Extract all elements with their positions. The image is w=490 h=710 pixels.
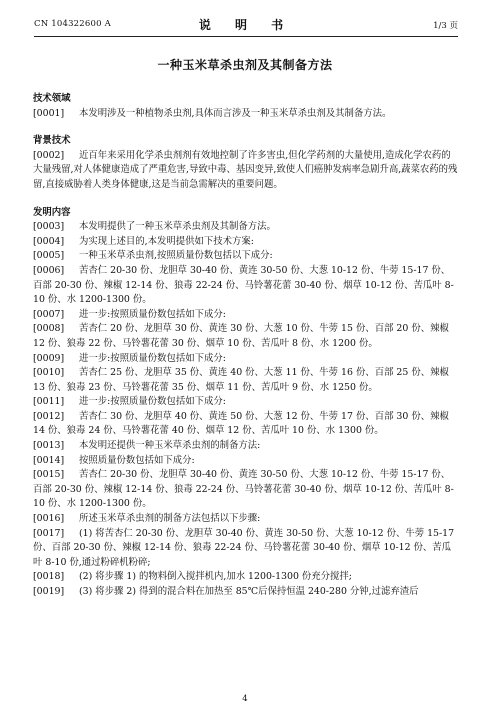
paragraph: [0018] (2) 将步骤 1) 的物料倒入搅拌机内,加水 1200-1300 份充分搅拌; xyxy=(33,571,352,583)
paragraph: [0003] 本发明提供了一种玉米草杀虫剂及其制备方法。 xyxy=(33,221,276,233)
paragraph: [0016] 所述玉米草杀虫剂的制备方法包括以下步骤: xyxy=(33,513,261,525)
paragraph: [0004] 为实现上述目的,本发明提供如下技术方案: xyxy=(33,235,254,247)
paragraph: [0013] 本发明还提供一种玉米草杀虫剂的制备方法: xyxy=(33,440,261,452)
paragraph: [0006] 苦杏仁 20-30 份、龙胆草 30-40 份、黄连 30-50 份、大葱 10-12 份、牛蒡 15-17 份、百部 20-30 份、辣椒 12-14 份、狼毒 22-24 份、马铃薯花蕾 30-40 份、烟草 10-12 份、苦瓜叶 8-10 份、水 1200-1300 份。 xyxy=(33,264,454,306)
page-header xyxy=(34,18,458,32)
page-number: 4 xyxy=(242,694,248,704)
paragraph: [0002] 近百年来采用化学杀虫剂剂有效地控制了许多害虫,但化学药剂的大量使用,造成化学农药的大量残留,对人体健康造成了严重危害,导致中毒、基因变异,致使人们癌肿发病率急剧升高,蔬菜农药的残留,直接威胁着人类身体健康,这是当前急需解决的重要问题。 xyxy=(33,149,458,190)
paragraph: [0001] 本发明涉及一种植物杀虫剂,具体而言涉及一种玉米草杀虫剂及其制备方法。 xyxy=(33,107,392,119)
paragraph: [0010] 苦杏仁 25 份、龙胆草 35 份、黄连 40 份、大葱 11 份、牛蒡 16 份、百部 25 份、辣椒 13 份、狼毒 23 份、马铃薯花蕾 35 份、烟草 11 份、苦瓜叶 9 份、水 1250 份。 xyxy=(33,367,449,393)
patent-number: CN 104322600 A xyxy=(34,19,111,29)
page-count: 1/3 页 xyxy=(433,21,458,31)
paragraph: [0011] 进一步:按照质量份数包括如下成分: xyxy=(33,396,226,408)
paragraph: [0012] 苦杏仁 30 份、龙胆草 40 份、黄连 50 份、大葱 12 份、牛蒡 17 份、百部 30 份、辣椒 14 份、狼毒 24 份、马铃薯花蕾 40 份、烟草 12 份、苦瓜叶 10 份、水 1300 份。 xyxy=(33,410,449,437)
paragraph: [0009] 进一步:按照质量份数包括如下成分: xyxy=(33,352,226,364)
paragraph: [0007] 进一步:按照质量份数包括如下成分: xyxy=(33,308,226,320)
section-heading-tech-field: 技术领域 xyxy=(33,93,71,104)
paragraph: [0015] 苦杏仁 20-30 份、龙胆草 30-40 份、黄连 30-50 份、大葱 10-12 份、牛蒡 15-17 份、百部 20-30 份、辣椒 12-14 份、狼毒 22-24 份、马铃薯花蕾 30-40 份、烟草 10-12 份、苦瓜叶 8-10 份、水 1200-1300 份。 xyxy=(33,469,454,510)
paragraph: [0014] 按照质量份数包括如下成分: xyxy=(33,454,195,466)
paragraph: [0019] (3) 将步骤 2) 得到的混合料在加热至 85℃后保持恒温 240-280 分钟,过滤弃渣后 xyxy=(33,586,419,597)
section-heading-summary: 发明内容 xyxy=(33,206,71,218)
header-rule xyxy=(34,36,458,37)
paragraph: [0005] 一种玉米草杀虫剂,按照质量份数包括以下成分: xyxy=(33,250,273,262)
section-heading-background: 背景技术 xyxy=(33,135,71,147)
paragraph: [0017] (1) 将苦杏仁 20-30 份、龙胆草 30-40 份、黄连 30-50 份、大葱 10-12 份、牛蒡 15-17 份、百部 20-30 份、辣椒 12-14 份、狼毒 22-24 份、马铃薯花蕾 30-40 份、烟草 10-12 份、苦瓜叶 8-10 份,通过粉碎机粉碎; xyxy=(33,527,455,568)
paragraph: [0008] 苦杏仁 20 份、龙胆草 30 份、黄连 30 份、大葱 10 份、牛蒡 15 份、百部 20 份、辣椒 12 份、狼毒 22 份、马铃薯花蕾 30 份、烟草 10 份、苦瓜叶 8 份、水 1200 份。 xyxy=(33,323,449,349)
document-type: 说 明 书 xyxy=(198,18,294,32)
document-title: 一种玉米草杀虫剂及其制备方法 xyxy=(157,58,333,72)
document-body xyxy=(33,92,458,600)
